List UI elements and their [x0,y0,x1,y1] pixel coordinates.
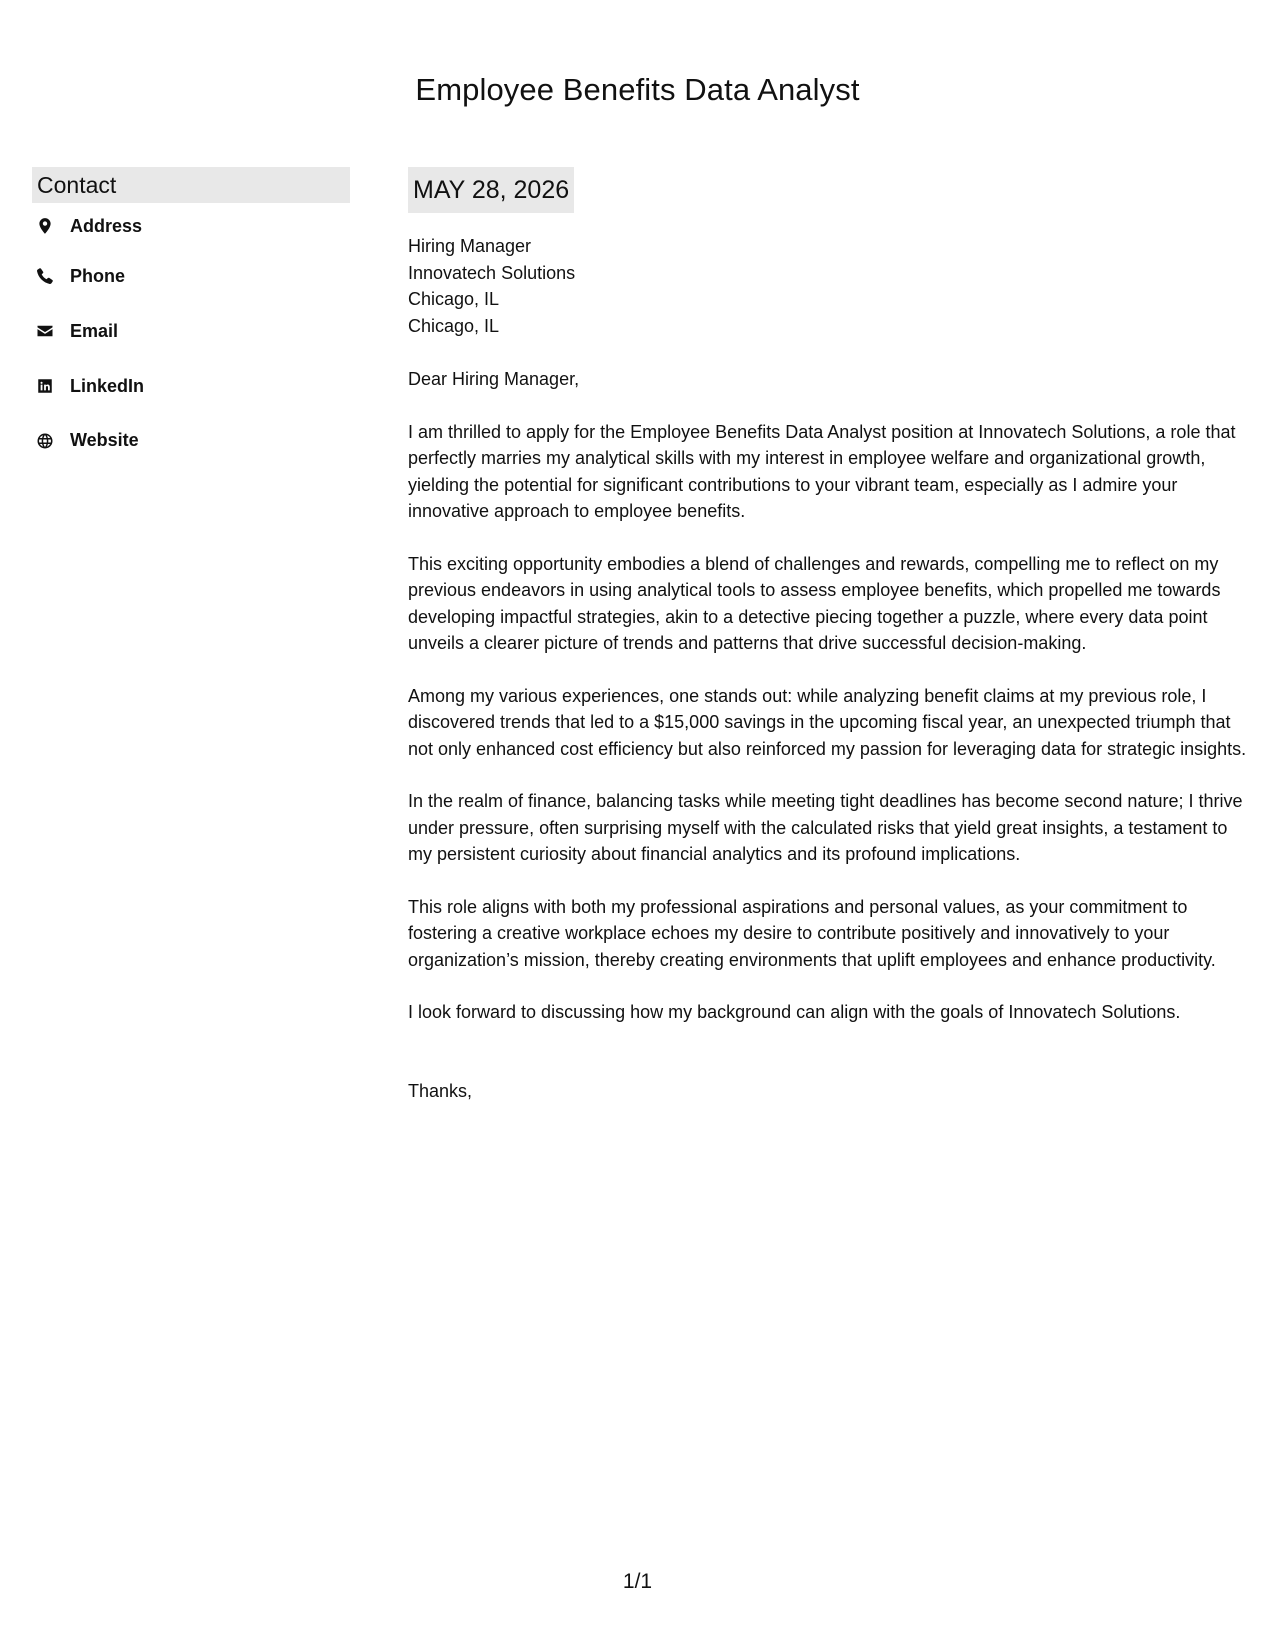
body-paragraph: I am thrilled to apply for the Employee Benefits Data Analyst position at Innovatech Solutions, a role that perfectly marries my analytical skills with my interest in employee welfare and organizational growth, yielding the potential for significant contributions to your vibrant team, especially as I admire your innovative approach to employee benefits. [408,421,1236,521]
contact-item-email [32,304,350,359]
recipient-line: Chicago, IL [408,289,500,309]
envelope-icon [35,321,55,341]
contact-label-website: Website [70,430,139,450]
body-paragraph: In the realm of finance, balancing tasks while meeting tight deadlines has become second nature; I thrive under pressure, often surprising myself with the calculated risks that yield great insights, a testament to my persistent curiosity about financial analytics and its profound implications. [408,791,1243,864]
body-paragraph: Among my various experiences, one stands out: while analyzing benefit claims at my previous role, I discovered trends that led to a $15,000 savings in the upcoming fiscal year, an unexpected triumph that not only enhanced cost efficiency but also reinforced my passion for leveraging data for strategic insights. [408,685,1247,759]
contact-item-phone [32,249,350,304]
closing: Thanks, [408,1080,473,1101]
page-number: 1/1 [622,1570,653,1593]
contact-heading: Contact [32,167,350,203]
map-pin-icon [35,216,55,236]
contact-list [32,203,350,468]
body-paragraph: This role aligns with both my professional aspirations and personal values, as your commitment to fostering a creative workplace echoes my desire to contribute positively and innovatively to your organization’s mission, thereby creating environments that uplift employees and enhance productivity. [408,896,1216,970]
page-title: Employee Benefits Data Analyst [415,72,860,107]
contact-label-phone: Phone [70,265,126,286]
recipient-line: Hiring Manager [408,236,532,256]
recipient-line: Innovatech Solutions [408,262,576,283]
contact-item-website [32,414,350,468]
globe-icon [35,431,55,451]
linkedin-icon [35,376,55,396]
phone-icon [35,266,55,286]
letter-date: MAY 28, 2026 [408,167,574,213]
contact-item-linkedin [32,359,350,414]
contact-label-address: Address [70,215,143,236]
recipient-line: Chicago, IL [408,315,500,336]
letter-body [408,167,1248,1104]
contact-item-address [32,203,350,249]
contact-sidebar [32,167,350,468]
contact-label-linkedin: LinkedIn [70,375,145,396]
contact-label-email: Email [70,320,119,341]
recipient-block [408,233,1248,339]
body-paragraph: This exciting opportunity embodies a blend of challenges and rewards, compelling me to reflect on my previous endeavors in using analytical tools to assess employee benefits, which propelled me towards developing impactful strategies, akin to a detective piecing together a puzzle, where every data point unveils a clearer picture of trends and patterns that drive successful decision-making. [408,553,1221,653]
salutation: Dear Hiring Manager, [408,369,580,389]
body-paragraph: I look forward to discussing how my background can align with the goals of Innovatech Solutions. [408,1002,1181,1022]
